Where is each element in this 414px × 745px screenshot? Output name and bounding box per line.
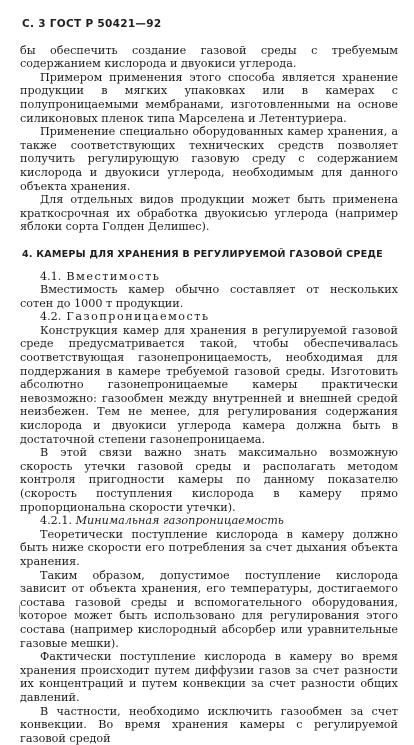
paragraph-continuation: бы обеспечить создание газовой среды с требуемым содержанием кислорода и двуокиси углерода.: [20, 44, 398, 71]
paragraph-example-method: Примером применения этого способа является хранение продукции в мягких упаковках или в камерах с полупроницаемыми мембранами, изготовленными на основе силиконовых пленок типа Марселена и Летентуриера.: [20, 71, 398, 125]
document-page: [20, 18, 398, 745]
subsection-4-1-title: Вместимость: [66, 270, 160, 283]
subsection-4-2-1-paragraph-4: В частности, необходимо исключить газообмен за счет конвекции. Во время хранения камеры с регулируемой газовой средой: [20, 705, 398, 745]
subsection-4-2-1-paragraph-1: Теоретически поступление кислорода в камеру должно быть ниже скорости его потребления за счет дыхания объекта хранения.: [20, 528, 398, 569]
subsection-4-2-1-title: Минимальная газопроницаемость: [76, 514, 284, 527]
paragraph-short-treatment: Для отдельных видов продукции может быть применена краткосрочная их обработка двуокисью углерода (например яблоки сорта Голден Делишес).: [20, 193, 398, 234]
subsection-4-2-paragraph-1: Конструкция камер для хранения в регулируемой газовой среде предусматривается такой, чтобы обеспечивалась соответствующая газонепроницаемость, необходимая для поддержания в камере требуемой газовой среды. Изготовить абсолютно газонепроницаемые камеры практически невозможно: газообмен между внутренней и внешней средой неизбежен. Тем не менее, для регулирования содержания кислорода и двуокиси углерода камера должна быть в достаточной степени газонепроницаема.: [20, 324, 398, 446]
subsection-4-2-heading: [20, 310, 398, 324]
page-header: С. 3 ГОСТ Р 50421—92: [22, 18, 398, 32]
subsection-4-2-title: Газопроницаемость: [66, 310, 209, 323]
subsection-4-1-heading: [20, 270, 398, 284]
section-4-heading: 4. КАМЕРЫ ДЛЯ ХРАНЕНИЯ В РЕГУЛИРУЕМОЙ ГАЗОВОЙ СРЕДЕ: [20, 248, 398, 262]
subsection-4-2-1-number: 4.2.1.: [40, 514, 72, 527]
subsection-4-2-paragraph-2: В этой связи важно знать максимально возможную скорость утечки газовой среды и располагать методом контроля пригодности камеры по данному показателю (скорость поступления кислорода в камеру прямо пропорциональна скорости утечки).: [20, 446, 398, 514]
paragraph-equipped-chambers: Применение специально оборудованных камер хранения, а также соответствующих технических средств позволяет получить регулирующую газовую среду с содержанием кислорода и двуокиси углерода, необходимым для данного объекта хранения.: [20, 125, 398, 193]
subsection-4-1-text: Вместимость камер обычно составляет от нескольких сотен до 1000 т продукции.: [20, 283, 398, 310]
subsection-4-2-1-paragraph-3: Фактически поступление кислорода в камеру во время хранения происходит путем диффузии газов за счет разности их концентраций и путем конвекции за счет разности общих давлений.: [20, 650, 398, 704]
margin-mark: [19, 605, 20, 617]
subsection-4-2-1-paragraph-2: Таким образом, допустимое поступление кислорода зависит от объекта хранения, его температуры, достигаемого состава газовой среды и вспомогательного оборудования, которое может быть использовано для регулирования этого состава (например кислородный абсорбер или уравнительные газовые мешки).: [20, 569, 398, 651]
subsection-4-1-number: 4.1.: [40, 270, 61, 283]
subsection-4-2-1-heading: [20, 514, 398, 528]
subsection-4-2-number: 4.2.: [40, 310, 61, 323]
